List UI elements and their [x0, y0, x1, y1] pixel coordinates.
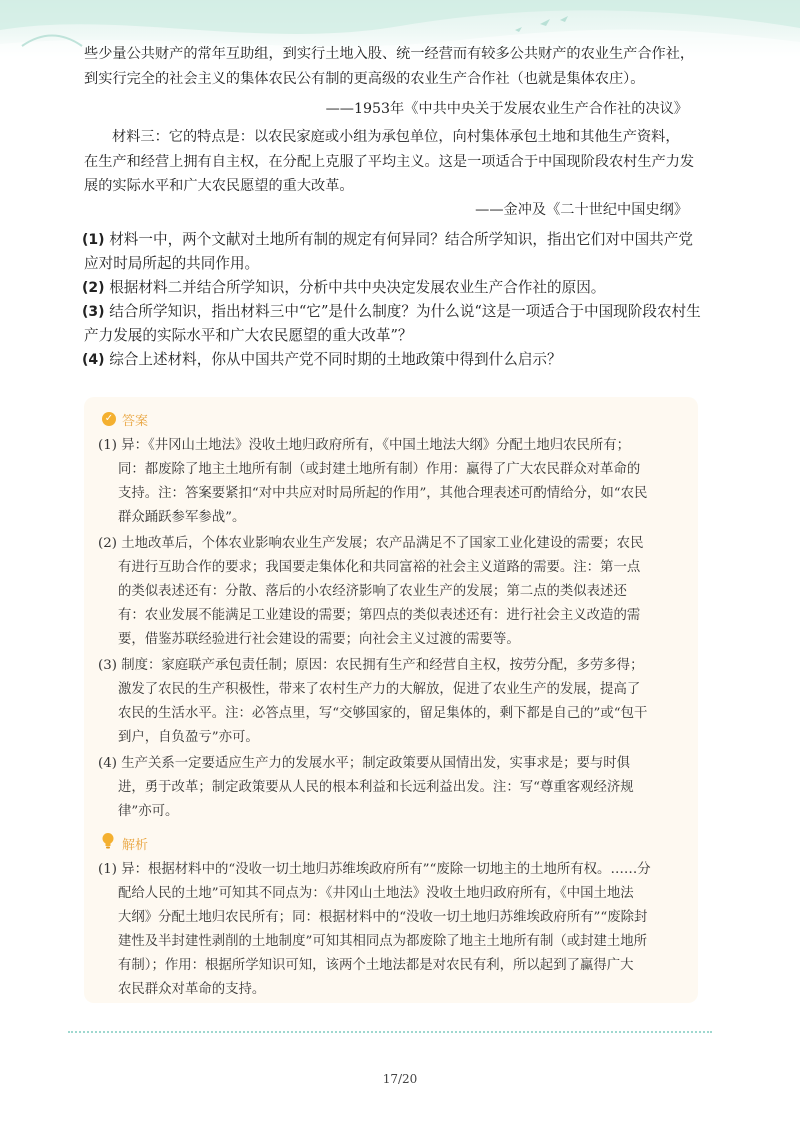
question-text: 根据材料二并结合所学知识，分析中共中央决定发展农业生产合作社的原因。 — [109, 279, 606, 296]
answer-text: 进，勇于改革；制定政策要从人民的根本利益和长远利益出发。注：写“尊重客观经济规 — [118, 780, 634, 795]
answer-text: 的类似表述还有：分散、落后的小农经济影响了农业生产的发展；第二点的类似表述还 — [118, 584, 627, 599]
material-three-line: 在生产和经营上拥有自主权，在分配上克服了平均主义。这是一项适合于中国现阶段农村生产力发 — [84, 154, 695, 170]
question-2 — [82, 276, 605, 300]
answer-text: 有进行互助合作的要求；我国要走集体化和共同富裕的社会主义道路的需要。注：第一点 — [118, 560, 641, 575]
material-three-line: 材料三：它的特点是：以农民家庭或小组为承包单位，向村集体承包土地和其他生产资料， — [112, 129, 680, 145]
answer-number: (2) — [98, 536, 117, 551]
answer-text: 律”亦可。 — [118, 804, 179, 819]
answer-text: 异：《井冈山土地法》没收土地归政府所有，《中国土地法大纲》分配土地归农民所有； — [121, 438, 631, 453]
analysis-text: 配给人民的土地”可知其不同点为：《井冈山土地法》没收土地归政府所有，《中国土地法 — [118, 886, 634, 901]
question-number: (4) — [82, 352, 105, 368]
answer-number: (3) — [98, 658, 117, 673]
material-source: ——1953年《中共中央关于发展农业生产合作社的决议》 — [325, 101, 688, 117]
analysis-item-1 — [98, 858, 651, 882]
answer-number: (4) — [98, 756, 117, 771]
answer-text: 群众踊跃参军参战”。 — [118, 510, 246, 525]
question-3 — [82, 300, 701, 324]
answer-item-4 — [98, 752, 630, 776]
question-text: 材料一中，两个文献对土地所有制的规定有何异同？结合所学知识，指出它们对中国共产党 — [109, 231, 693, 248]
answer-number: (1) — [98, 438, 117, 453]
question-text: 综合上述材料，你从中国共产党不同时期的土地政策中得到什么启示？ — [109, 351, 562, 368]
analysis-text: 异：根据材料中的“没收一切土地归苏维埃政府所有”“废除一切地主的土地所有权。……分 — [121, 862, 651, 877]
answer-text: 农民的生活水平。注：必答点里，写“交够国家的，留足集体的，剩下都是自己的”或“包干 — [118, 706, 648, 721]
answer-item-2 — [98, 532, 643, 556]
answer-text: 同：都废除了地主土地所有制（或封建土地所有制）作用：赢得了广大农民群众对革命的 — [118, 462, 641, 477]
answer-text: 激发了农民的生产积极性，带来了农村生产力的大解放，促进了农业生产的发展，提高了 — [118, 682, 641, 697]
analysis-text: 建性及半封建性剥削的土地制度”可知其相同点为都废除了地主土地所有制（或封建土地所 — [118, 934, 648, 949]
question-1 — [82, 228, 693, 252]
answer-text: 土地改革后，个体农业影响农业生产发展；农产品满足不了国家工业化建设的需要；农民 — [121, 536, 644, 551]
question-number: (1) — [82, 232, 105, 248]
material-source: ——金冲及《二十世纪中国史纲》 — [475, 202, 688, 218]
analysis-text: 农民群众对革命的支持。 — [118, 982, 266, 997]
material-line: 些少量公共财产的常年互助组，到实行土地入股、统一经营而有较多公共财产的农业生产合作社， — [84, 46, 695, 62]
question-text: 应对时局所起的共同作用。 — [84, 255, 260, 272]
answer-text: 有：农业发展不能满足工业建设的需要；第四点的类似表述还有：进行社会主义改造的需 — [118, 608, 641, 623]
question-number: (2) — [82, 280, 105, 296]
analysis-text: 有制）；作用：根据所学知识可知，该两个土地法都是对农民有利，所以起到了赢得广大 — [118, 958, 634, 973]
answer-title: 答案 — [122, 414, 149, 429]
question-text: 产力发展的实际水平和广大农民愿望的重大改革”？ — [84, 327, 413, 344]
answer-text: 制度：家庭联产承包责任制；原因：农民拥有生产和经营自主权，按劳分配，多劳多得； — [121, 658, 644, 673]
analysis-title: 解析 — [122, 838, 149, 853]
question-number: (3) — [82, 304, 105, 320]
section-divider — [68, 1031, 712, 1033]
question-4 — [82, 348, 562, 372]
question-text: 结合所学知识，指出材料三中“它”是什么制度？为什么说“这是一项适合于中国现阶段农村生 — [109, 303, 701, 320]
answer-text: 支持。注：答案要紧扣“对中共应对时局所起的作用”，其他合理表述可酌情给分，如“农民 — [118, 486, 648, 501]
answer-item-1 — [98, 434, 630, 458]
answer-text: 到户，自负盈亏”亦可。 — [118, 730, 259, 745]
answer-text: 生产关系一定要适应生产力的发展水平；制定政策要从国情出发，实事求是；要与时俱 — [121, 756, 631, 771]
material-line: 到实行完全的社会主义的集体农民公有制的更高级的农业生产合作社（也就是集体农庄）。 — [84, 71, 645, 87]
page-number: 17/20 — [382, 1072, 418, 1086]
analysis-number: (1) — [98, 862, 117, 877]
lightbulb-icon — [101, 832, 115, 850]
answer-item-3 — [98, 654, 643, 678]
analysis-text: 大纲》分配土地归农民所有；同：根据材料中的“没收一切土地归苏维埃政府所有”“废除封 — [118, 910, 648, 925]
answer-text: 要，借鉴苏联经验进行社会建设的需要；向社会主义过渡的需要等。 — [118, 632, 520, 647]
material-three-line: 展的实际水平和广大农民愿望的重大改革。 — [84, 178, 354, 194]
check-icon: ✓ — [102, 412, 116, 426]
